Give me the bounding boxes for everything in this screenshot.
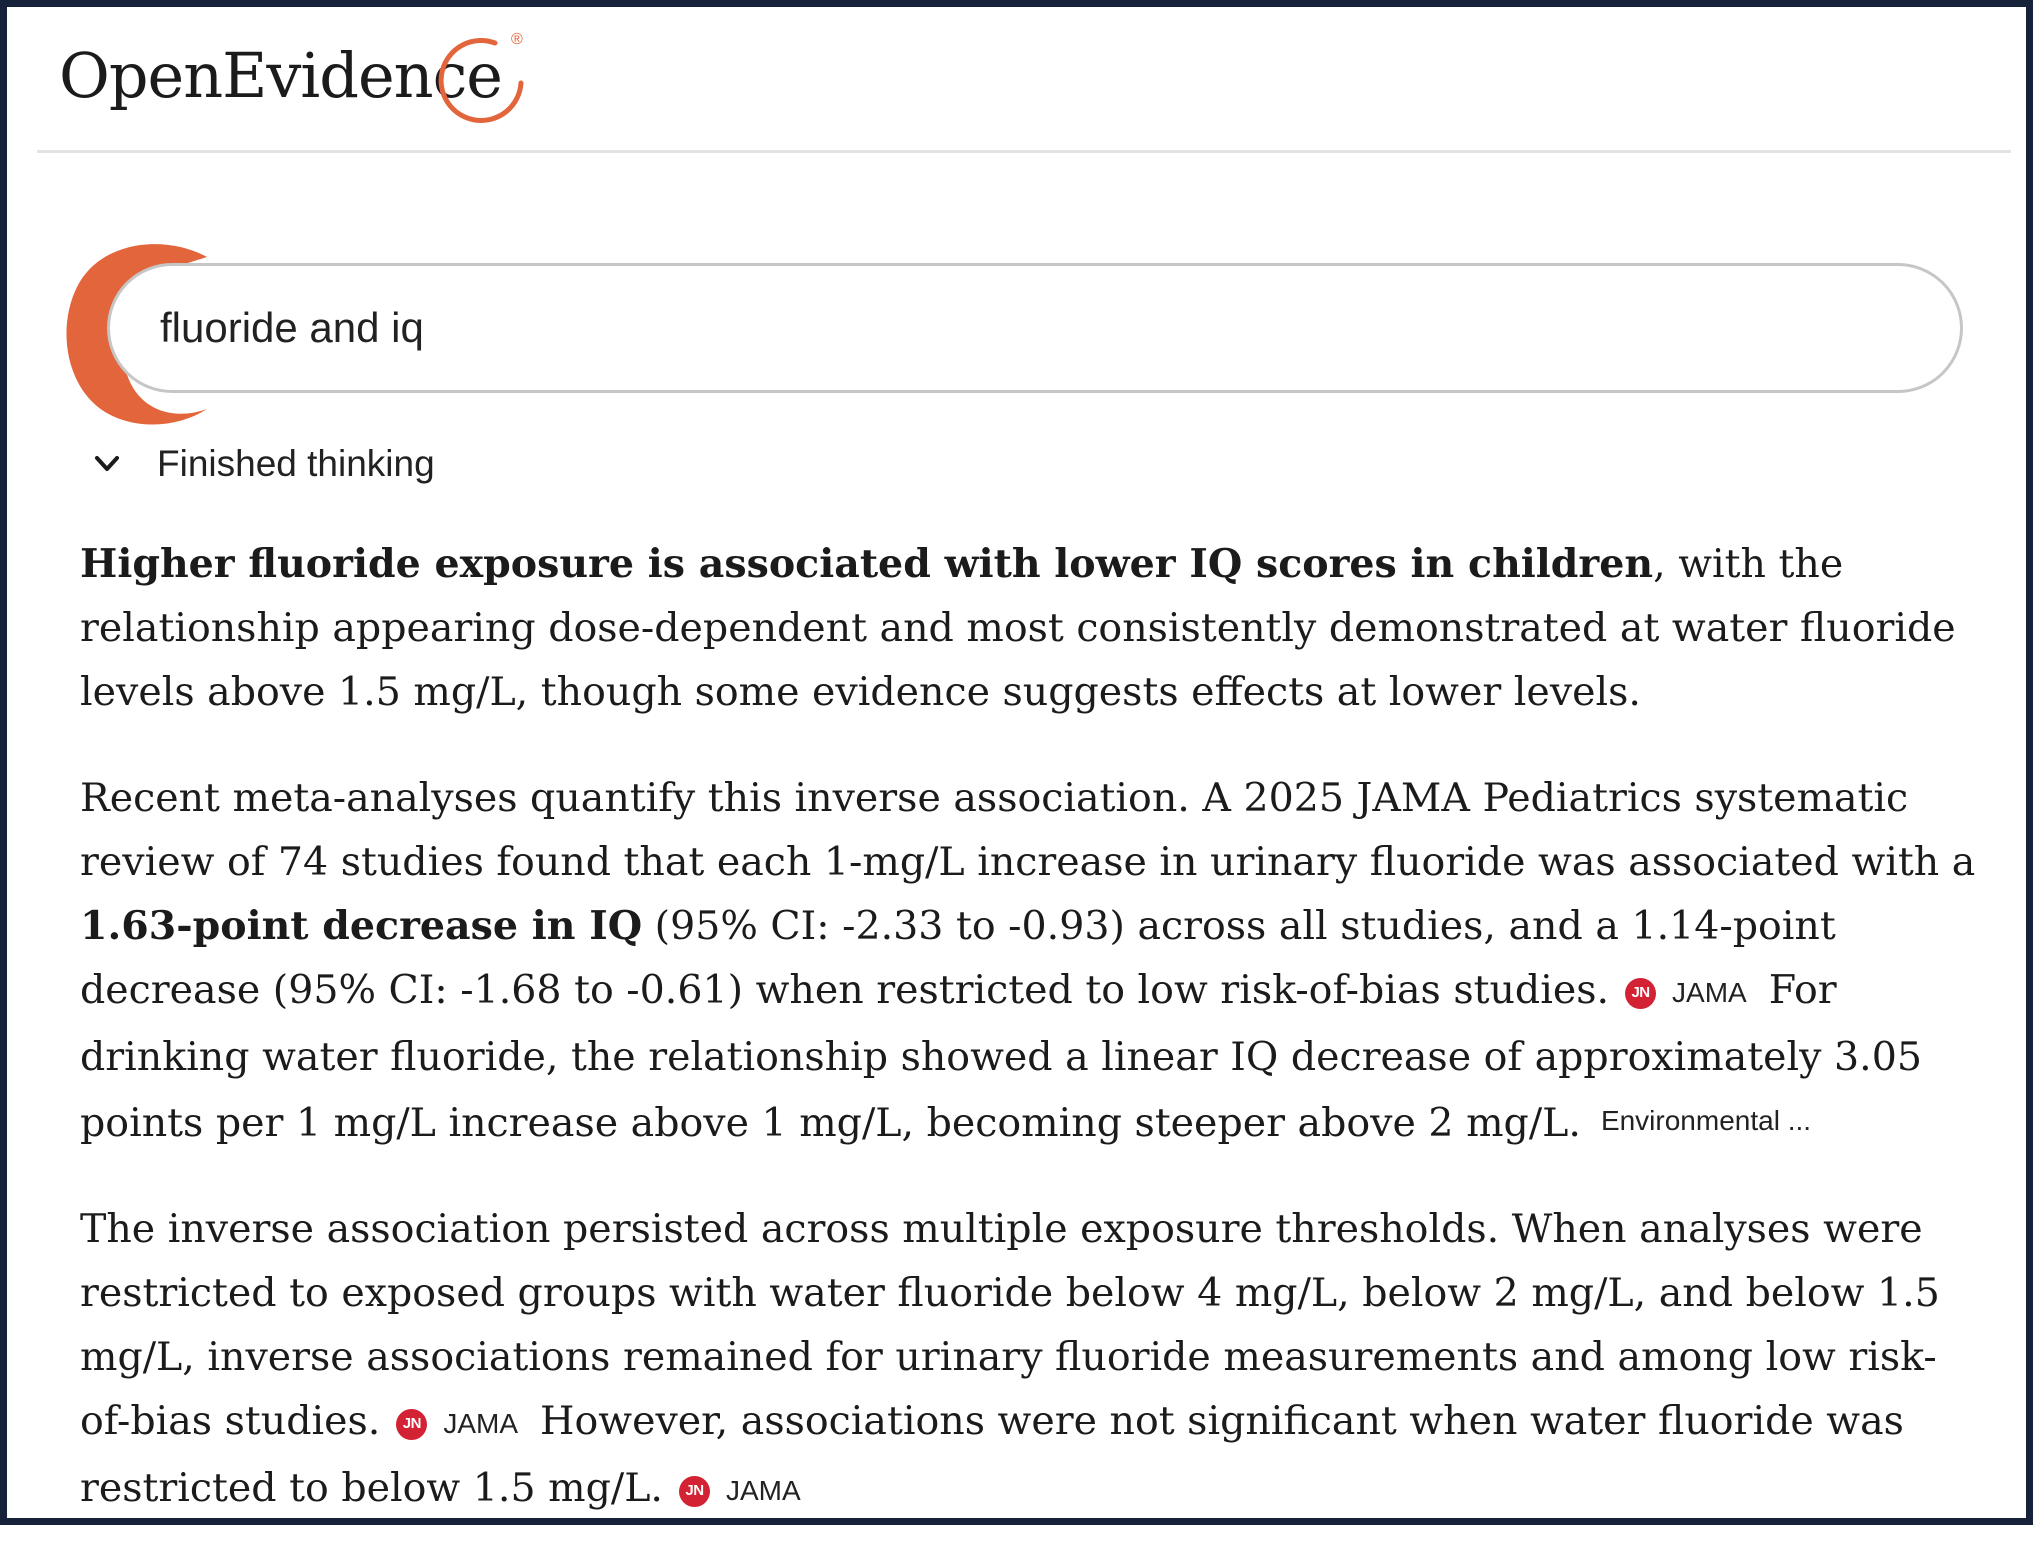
citation-label: JAMA: [1672, 977, 1747, 1008]
citation-jama[interactable]: [679, 1459, 801, 1523]
thinking-toggle[interactable]: [87, 439, 435, 489]
chevron-down-icon: [87, 444, 127, 484]
answer-paragraph: [80, 532, 1980, 724]
answer-paragraph: [80, 766, 1980, 1155]
answer-highlight: 1.63-point decrease in IQ: [80, 903, 643, 949]
citation-jama[interactable]: [1625, 961, 1747, 1025]
answer-paragraph: [80, 1197, 1980, 1523]
citation-environmental[interactable]: [1601, 1089, 1811, 1153]
jama-badge-icon: JN: [1625, 978, 1656, 1009]
answer-text: Recent meta-analyses quantify this inverse association. A 2025 JAMA Pediatrics systematic review of 74 studies found that each 1-mg/L increase in urinary fluoride was associated with a: [80, 775, 1976, 885]
registered-mark: ®: [511, 31, 523, 48]
thinking-label: Finished thinking: [157, 443, 435, 484]
header: [37, 27, 2011, 153]
logo[interactable]: [59, 31, 523, 127]
answer-text: (95% CI: -2.33 to -0.93) across all studies, and a 1.14-point decrease (95% CI: -1.68 to -0.61) when restricted to low risk-of-bias studies.: [80, 903, 1836, 1013]
answer-body: [80, 532, 1980, 1565]
search-query: fluoride and iq: [160, 304, 424, 351]
jama-badge-icon: JN: [396, 1409, 427, 1440]
answer-text: However, associations were not significant when water fluoride was restricted to below 1.5 mg/L.: [80, 1398, 1904, 1511]
answer-text: The inverse association persisted across multiple exposure thresholds. When analyses were restricted to exposed groups with water fluoride below 4 mg/L, below 2 mg/L, and below 1.5 mg/L, inverse associations remained for urinary fluoride measurements and among low risk-of-bias studies.: [80, 1206, 1940, 1444]
jama-badge-icon: JN: [679, 1476, 710, 1507]
citation-label: JAMA: [443, 1408, 519, 1439]
answer-headline: Higher fluoride exposure is associated with lower IQ scores in children: [80, 541, 1654, 587]
answer-text: , with the relationship appearing dose-dependent and most consistently demonstrated at water fluoride levels above 1.5 mg/L, though some evidence suggests effects at lower levels.: [80, 541, 1956, 715]
citation-jama[interactable]: [396, 1392, 518, 1456]
citation-label: Environmental ...: [1600, 1105, 1812, 1136]
search-area: [57, 237, 1967, 427]
logo-text: OpenEvidence: [59, 39, 502, 112]
citation-label: JAMA: [726, 1475, 801, 1506]
search-input[interactable]: [107, 263, 1963, 393]
answer-text: For drinking water fluoride, the relationship showed a linear IQ decrease of approximately 3.05 points per 1 mg/L increase above 1 mg/L, becoming steeper above 2 mg/L.: [80, 967, 1922, 1146]
